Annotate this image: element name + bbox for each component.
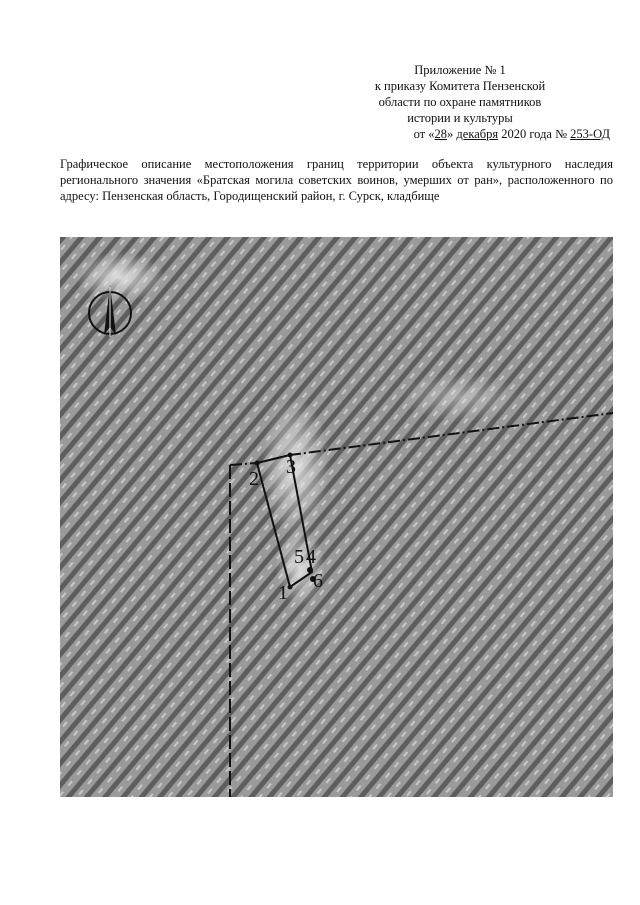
point-label-4: 4	[306, 546, 316, 568]
appendix-header	[310, 62, 610, 142]
light-patch	[400, 372, 520, 422]
map-svg	[60, 237, 613, 797]
appendix-title: Приложение № 1	[414, 63, 506, 77]
appendix-order-ref: к приказу Комитета Пензенской	[374, 79, 546, 93]
order-month: декабря	[456, 127, 499, 141]
point-label-3: 3	[286, 456, 296, 478]
boundary-map	[60, 237, 613, 797]
point-marker	[288, 585, 293, 590]
appendix-order-date	[310, 126, 610, 142]
graphic-description-text: Графическое описание местоположения границ территории объекта культурного наследия регионального значения «Братская могила советских воинов, умерших от ран», расположенного по адресу: Пензенская область, Городищенский район, г. Сурск, кладбище	[60, 157, 613, 203]
order-mid: »	[447, 127, 457, 141]
point-label-5: 5	[294, 546, 304, 568]
point-label-6: 6	[313, 570, 323, 592]
appendix-committee-cont: истории и культуры	[407, 111, 513, 125]
point-label-2: 2	[249, 468, 259, 490]
point-marker	[255, 461, 260, 466]
appendix-committee: области по охране памятников	[378, 95, 542, 109]
order-prefix: от «	[413, 127, 435, 141]
map-background	[60, 237, 613, 797]
point-label-1: 1	[278, 582, 288, 604]
order-year: 2020 года №	[498, 127, 571, 141]
order-number: 253-ОД	[570, 127, 610, 141]
order-day: 28	[434, 127, 448, 141]
